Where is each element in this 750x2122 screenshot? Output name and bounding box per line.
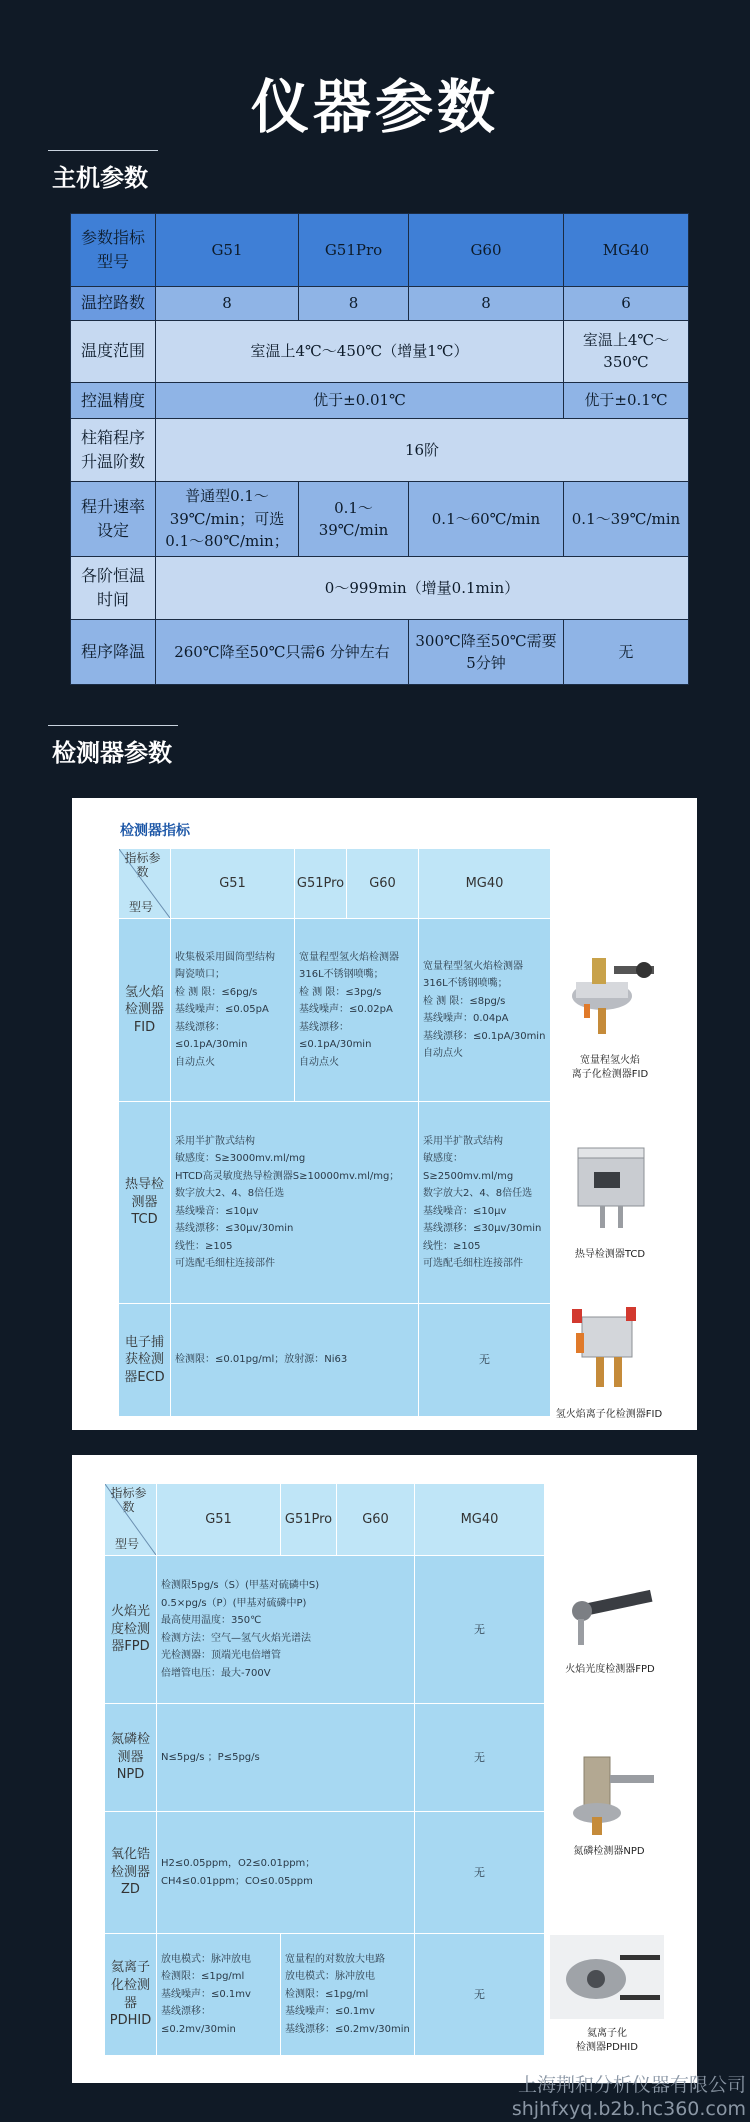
- card1-model-g51pro: G51Pro: [295, 849, 347, 919]
- row-label-accuracy: 控温精度: [71, 383, 156, 419]
- tcd-g51-g60: 采用半扩散式结构 敏感度：S≥3000mv.ml/mg HTCD高灵敏度热导检测器S≥10000mv.ml/mg； 数字放大2、4、8倍任选 基线噪音：≤10μv 基线漂移：≤30μv/30min 线性：≥105 可选配毛细柱连接部件: [171, 1102, 419, 1304]
- accuracy-shared: 优于±0.01℃: [156, 383, 564, 419]
- ecd-name: 电子捕获检测器ECD: [119, 1304, 171, 1417]
- fpd-detector-image: [552, 1563, 667, 1653]
- model-header-g51: G51: [156, 214, 299, 287]
- watermark: [286, 2074, 746, 2122]
- fid-g51pro-g60: 宽量程型氢火焰检测器 316L不锈钢喷嘴； 检 测 限：≤3pg/s 基线噪声：≤0.02pA 基线漂移：≤0.1pA/30min 自动点火: [295, 919, 419, 1102]
- card2-label-bottom: 型号: [115, 1537, 140, 1551]
- card2-label-top: 指标参数: [110, 1486, 147, 1515]
- row-label-ramp-rate: 程升速率设定: [71, 481, 156, 557]
- ramp-rate-g51: 普通型0.1～39℃/min；可选0.1～80℃/min；: [156, 481, 299, 557]
- host-params-table: [70, 213, 689, 685]
- ecd-caption: 氢火焰离子化检测器FID: [555, 1409, 663, 1420]
- header-label-bottom: 型号: [96, 252, 129, 272]
- watermark-company: 上海荆和分析仪器有限公司: [517, 2074, 746, 2096]
- fid-mg40: 宽量程型氢火焰检测器 316L不锈钢喷嘴； 检 测 限：≤8pg/s 基线噪声：0.04pA 基线漂移：≤0.1pA/30min 自动点火: [419, 919, 551, 1102]
- pdhid-detector-image: [550, 1935, 664, 2019]
- model-header-mg40: MG40: [564, 214, 689, 287]
- detector-table-2: [104, 1483, 545, 2056]
- fpd-g51-g60: 检测限5pg/s（S）(甲基对硫磷中S) 0.5×pg/s（P）(甲基对硫磷中P) 最高使用温度：350℃ 检测方法：空气—氢气火焰光谱法 光检测器：顶端光电倍增管 倍增管电压：最大-700V: [157, 1556, 415, 1704]
- zd-name: 氧化锆检测器ZD: [105, 1812, 157, 1934]
- fpd-mg40: 无: [415, 1556, 545, 1704]
- npd-name: 氮磷检测器NPD: [105, 1704, 157, 1812]
- hold-time-value: 0～999min（增量0.1min）: [156, 557, 689, 620]
- card1-model-g60: G60: [347, 849, 419, 919]
- fid-name: 氢火焰检测器FID: [119, 919, 171, 1102]
- temp-range-mg40: 室温上4℃～350℃: [564, 320, 689, 383]
- pdhid-name: 氦离子化检测器PDHID: [105, 1934, 157, 2056]
- accuracy-mg40: 优于±0.1℃: [564, 383, 689, 419]
- ecd-detector-image: [552, 1303, 664, 1408]
- pdhid-caption: 氦离子化 检测器PDHID: [576, 2028, 638, 2053]
- cooling-g60: 300℃降至50℃需要5分钟: [409, 620, 564, 685]
- detector-section-rule: [48, 725, 178, 726]
- fid-detector-image: [554, 938, 666, 1046]
- npd-g51-g60: N≤5pg/s ；P≤5pg/s: [157, 1704, 415, 1812]
- ramp-rate-g60: 0.1～60℃/min: [409, 481, 564, 557]
- fpd-caption: 火焰光度检测器FPD: [565, 1664, 655, 1675]
- detector-table-1: [118, 848, 551, 1417]
- host-section-rule: [48, 150, 158, 151]
- fid-caption: 宽量程氢火焰 离子化检测器FID: [571, 1055, 649, 1080]
- npd-mg40: 无: [415, 1704, 545, 1812]
- program-steps-value: 16阶: [156, 418, 689, 481]
- channels-g51pro: 8: [299, 287, 409, 320]
- zd-g51-g60: H2≤0.05ppm，O2≤0.01ppm； CH4≤0.01ppm；CO≤0.05ppm: [157, 1812, 415, 1934]
- tcd-mg40: 采用半扩散式结构 敏感度：S≥2500mv.ml/mg 数字放大2、4、8倍任选 基线噪音：≤10μv 基线漂移：≤30μv/30min 线性：≥105 可选配毛细柱连接部件: [419, 1102, 551, 1304]
- channels-mg40: 6: [564, 287, 689, 320]
- row-label-hold-time: 各阶恒温时间: [71, 557, 156, 620]
- tcd-detector-image: [560, 1136, 660, 1234]
- host-section-title: 主机参数: [52, 164, 148, 192]
- detector-section-title: 检测器参数: [52, 739, 172, 767]
- tcd-caption: 热导检测器TCD: [574, 1249, 646, 1260]
- card1-label-top: 指标参数: [124, 851, 161, 880]
- npd-caption: 氮磷检测器NPD: [573, 1846, 645, 1857]
- model-header-g51pro: G51Pro: [299, 214, 409, 287]
- card2-header-label: [105, 1484, 157, 1556]
- zd-mg40: 无: [415, 1812, 545, 1934]
- row-label-temp-range: 温度范围: [71, 320, 156, 383]
- fid-g51: 收集极采用圆筒型结构 陶瓷喷口； 检 测 限：≤6pg/s 基线噪声：≤0.05pA 基线漂移：≤0.1pA/30min 自动点火: [171, 919, 295, 1102]
- detector-card-label: 检测器指标: [120, 823, 190, 839]
- header-label-top: 参数指标: [80, 228, 145, 248]
- cooling-mg40: 无: [564, 620, 689, 685]
- npd-detector-image: [554, 1747, 664, 1839]
- tcd-name: 热导检测器TCD: [119, 1102, 171, 1304]
- detector-card-2: [72, 1455, 697, 2083]
- card1-header-label: [119, 849, 171, 919]
- row-label-channels: 温控路数: [71, 287, 156, 320]
- header-label-cell: [71, 214, 156, 287]
- card1-model-g51: G51: [171, 849, 295, 919]
- card2-model-g51pro: G51Pro: [281, 1484, 337, 1556]
- model-header-g60: G60: [409, 214, 564, 287]
- card1-model-mg40: MG40: [419, 849, 551, 919]
- fpd-name: 火焰光度检测器FPD: [105, 1556, 157, 1704]
- pdhid-mg40: 无: [415, 1934, 545, 2056]
- card1-label-bottom: 型号: [129, 900, 154, 914]
- channels-g51: 8: [156, 287, 299, 320]
- ecd-g51-g60: 检测限：≤0.01pg/ml；放射源：Ni63: [171, 1304, 419, 1417]
- row-label-program-steps: 柱箱程序升温阶数: [71, 418, 156, 481]
- ecd-mg40: 无: [419, 1304, 551, 1417]
- page-title: 仪器参数: [250, 73, 499, 141]
- ramp-rate-mg40: 0.1～39℃/min: [564, 481, 689, 557]
- pdhid-g51: 放电模式：脉冲放电 检测限：≤1pg/ml 基线噪声：≤0.1mv 基线漂移：≤0.2mv/30min: [157, 1934, 281, 2056]
- detector-card-1: [72, 798, 697, 1430]
- card2-model-g51: G51: [157, 1484, 281, 1556]
- ramp-rate-g51pro: 0.1～39℃/min: [299, 481, 409, 557]
- card2-model-mg40: MG40: [415, 1484, 545, 1556]
- watermark-url: shjhfxyq.b2b.hc360.com: [511, 2097, 746, 2120]
- card2-model-g60: G60: [337, 1484, 415, 1556]
- channels-g60: 8: [409, 287, 564, 320]
- temp-range-shared: 室温上4℃～450℃（增量1℃）: [156, 320, 564, 383]
- row-label-cooling: 程序降温: [71, 620, 156, 685]
- cooling-g51-g51pro: 260℃降至50℃只需6 分钟左右: [156, 620, 409, 685]
- pdhid-g51pro-g60: 宽量程的对数放大电路 放电模式：脉冲放电 检测限：≤1pg/ml 基线噪声：≤0.1mv 基线漂移：≤0.2mv/30min: [281, 1934, 415, 2056]
